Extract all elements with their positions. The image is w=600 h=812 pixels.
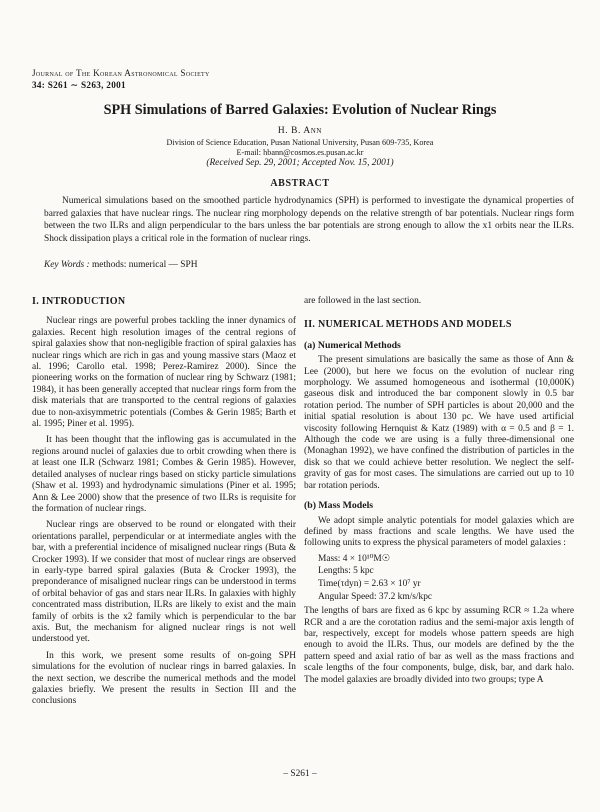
author: H. B. Ann [277,126,323,136]
unit-angular-speed: Angular Speed: 37.2 km/s/kpc [318,591,433,602]
abstract-text: Numerical simulations based on the smoothed particle hydrodynamics (SPH) is performed to investigate the dynamical properties of barred galaxies that have nuclear rings. The nuclear ring morphology depends on the relative strength of bar potentials. Nuclear rings form between the two ILRs and align perpendicular to the bars unless the bar potentials are strong enough to allow the x1 orbits near the ILRs. Shock dissipation plays a critical role in the formation of nuclear rings. [44,196,574,244]
intro-paragraph-4: In this work, we present some results of on-going SPH simulations for the evolution of nuclear rings in barred galaxies. In the next section, we describe the numerical methods and the model galaxies briefly. We present the results in Section III and the conclusions [32,650,296,707]
intro-continuation: are followed in the last section. [304,296,422,306]
intro-paragraph-3: Nuclear rings are observed to be round or elongated with their orientations parallel, perpendicular or at intermediate angles with the bar, with a preferential incidence of misaligned nuclear rings (Buta & Crocker 1993). If we consider that most of nuclear rings are observed in early-type barred spiral galaxies (Buta & Crocker 1993), the preponderance of misaligned nuclear rings can be understood in terms of orbital behavior of gas and stars near ILRs. In galaxies with highly concentrated mass distribution, ILRs are likely to exist and the main family of orbits is the x2 family which is perpendicular to the bar axis. But, the mechanism for aligned nuclear rings is not well understood yet. [32,520,296,645]
units-list [318,553,574,603]
journal-name: Journal of The Korean Astronomical Society [32,68,210,78]
methods-heading: II. NUMERICAL METHODS AND MODELS [304,319,512,331]
unit-time: Time(τdyn) = 2.63 × 10⁷ yr [318,578,421,589]
intro-paragraph-2: It has been thought that the inflowing gas is accumulated in the regions around nuclei of galaxies due to orbit crowding when there is at least one ILR (Schwarz 1981; Combes & Gerin 1985). However, detailed analyses of nuclear rings based on sticky particle simulations (Shaw et al. 1993) and hydrodynamic simulations (Piner et al. 1995; Ann & Lee 2000) show that the presence of two ILRs is requisite for the formation of nuclear rings. [32,435,296,514]
keywords [44,260,574,270]
left-column [32,296,296,708]
journal-header [32,68,210,91]
right-column [304,296,574,686]
unit-length: Lengths: 5 kpc [318,566,374,577]
page-number: – S261 – [283,769,317,779]
mass-models-heading: (b) Mass Models [304,500,374,512]
mass-models-text-2: The lengths of bars are fixed as 6 kpc by assuming RCR ≈ 1.2a where RCR and a are the corotation radius and the semi-major axis length of bar, respectively, except for models whose pattern speeds are high enough to avoid the ILRs. Thus, our models are defined by the the pattern speed and axial ratio of bar as well as the mass fractions and scale lengths of the four components, bulge, disk, bar, and dark halo. The model galaxies are broadly divided into two groups; type A [304,606,574,685]
mass-models-text: We adopt simple analytic potentials for model galaxies which are defined by mass fractions and scale lengths. We have used the following units to express the physical parameters of model galaxies : [304,515,574,549]
abstract-heading: ABSTRACT [270,178,330,189]
email: E-mail: hbann@cosmos.es.pusan.ac.kr [236,148,364,157]
numerical-methods-heading: (a) Numerical Methods [304,339,401,351]
unit-mass: Mass: 4 × 10¹⁰M☉ [318,553,391,564]
intro-paragraph-1: Nuclear rings are powerful probes tackling the inner dynamics of galaxies. Recent high resolution images of the central regions of spiral galaxies show that non-negligible fraction of spiral galaxies has nuclear rings which are rich in gas and young massive stars (Maoz et al. 1996; Carollo etal. 1998; Perez-Ramirez 2000). Since the pioneering works on the formation of nuclear ring by Schwarz (1981; 1984), it has been generally accepted that nuclear rings form from the disk materials that are transported to the central regions of galaxies due to non-axisymmetric potentials (Combes & Gerin 1985; Barth et al. 1995; Piner et al. 1995). [32,316,296,430]
paper-title: SPH Simulations of Barred Galaxies: Evolution of Nuclear Rings [103,102,497,118]
keywords-label: Key Words : [44,260,90,270]
journal-volume: 34: S261 ∼ S263, 2001 [32,79,126,90]
affiliation: Division of Science Education, Pusan National University, Pusan 609-735, Korea [166,138,434,147]
numerical-methods-text: The present simulations are basically the same as those of Ann & Lee (2000), but here we focus on the evolution of nuclear ring morphology. We assumed homogeneous and isothermal (10,000K) gaseous disk and introduced the bar component slowly in 0.5 bar rotation period. The number of SPH particles is about 20,000 and the initial spatial resolution is about 130 pc. We have used artificial viscosity following Hernquist & Katz (1989) with α = 0.5 and β = 1. Although the code we are using is a fully three-dimensional one (Monaghan 1992), we have confined the distribution of particles in the disk so that we could achieve better resolution. We neglect the self-gravity of gas for most cases. The simulations are carried out up to 10 bar rotation periods. [304,355,574,491]
received-dates: (Received Sep. 29, 2001; Accepted Nov. 15, 2001) [206,158,394,168]
intro-heading: I. INTRODUCTION [32,296,126,307]
keywords-text: methods: numerical — SPH [92,260,198,270]
